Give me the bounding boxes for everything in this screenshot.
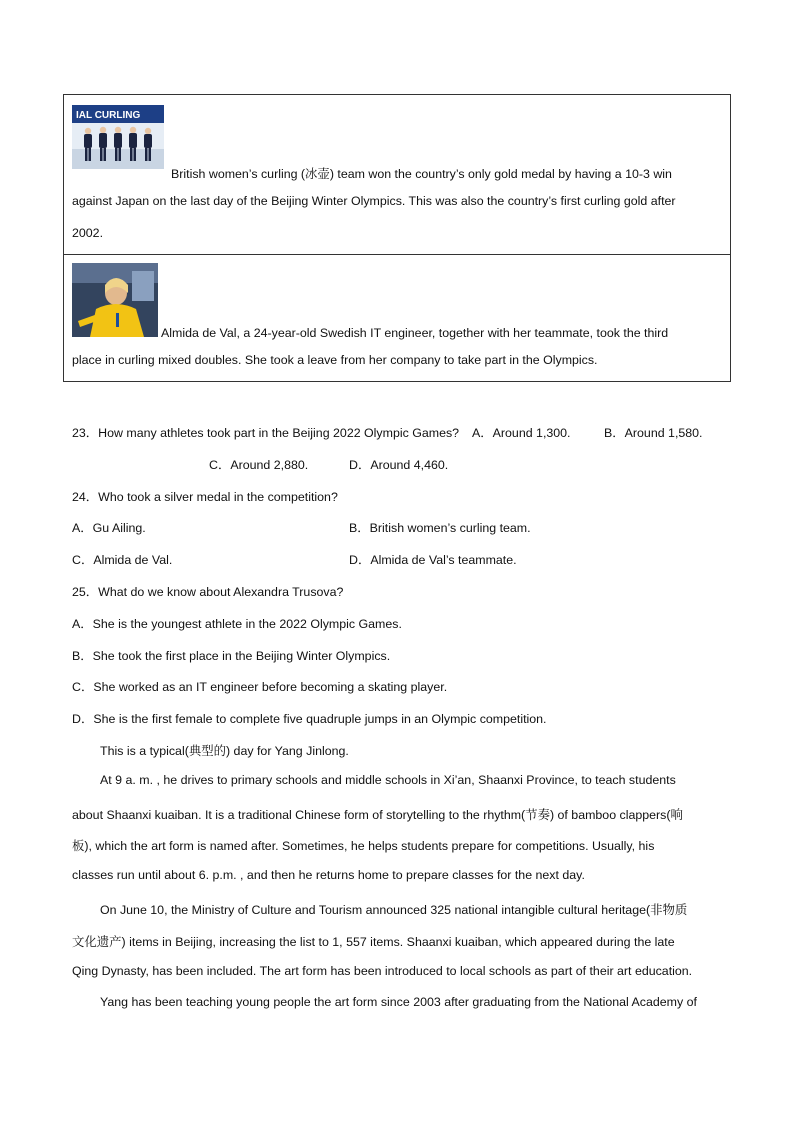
passage-paragraph-2-line-3: 板), which the art form is named after. Sometimes, he helps students prepare for competitions. Usually, his — [72, 839, 655, 853]
question-25-stem: 25．What do we know about Alexandra Trusova? — [72, 585, 344, 599]
question-23-option-a: A．Around 1,300. — [472, 426, 571, 440]
question-25-option-a: A．She is the youngest athlete in the 2022 Olympic Games. — [72, 617, 402, 631]
curling-team-text-line-2: against Japan on the last day of the Beijing Winter Olympics. This was also the country’s first curling gold after — [72, 194, 676, 208]
question-25-option-c: C．She worked as an IT engineer before becoming a skating player. — [72, 680, 448, 694]
photo-banner-text: IAL CURLING — [76, 110, 141, 121]
question-24-option-d: D．Almida de Val’s teammate. — [349, 553, 517, 567]
almida-text-line-2: place in curling mixed doubles. She took a leave from her company to take part in the Olympics. — [72, 353, 598, 367]
passage-paragraph-4-line-1: Yang has been teaching young people the art form since 2003 after graduating from the National Academy of — [100, 995, 697, 1009]
question-23-option-c: C．Around 2,880. — [209, 458, 309, 472]
curling-team-text-line-1: British women’s curling (冰壶) team won the country’s only gold medal by having a 10-3 win — [171, 167, 672, 181]
passage-paragraph-2-line-1: At 9 a. m. , he drives to primary schools and middle schools in Xi’an, Shaanxi Province, to teach students — [100, 773, 676, 787]
passage-paragraph-2-line-4: classes run until about 6. p.m. , and then he returns home to prepare classes for the next day. — [72, 868, 585, 882]
question-25-option-b: B．She took the first place in the Beijing Winter Olympics. — [72, 649, 391, 663]
passage-paragraph-1: This is a typical(典型的) day for Yang Jinlong. — [100, 744, 349, 758]
question-24-option-b: B．British women’s curling team. — [349, 521, 531, 535]
info-table — [63, 94, 731, 382]
passage-paragraph-3-line-2: 文化遗产) items in Beijing, increasing the list to 1, 557 items. Shaanxi kuaiban, which appeared during the late — [72, 935, 675, 949]
question-23-stem: 23．How many athletes took part in the Beijing 2022 Olympic Games? — [72, 426, 460, 440]
passage-paragraph-3-line-1: On June 10, the Ministry of Culture and Tourism announced 325 national intangible cultural heritage(非物质 — [100, 903, 688, 917]
question-24-option-c: C．Almida de Val. — [72, 553, 173, 567]
question-23-option-d: D．Around 4,460. — [349, 458, 449, 472]
question-25-option-d: D．She is the first female to complete five quadruple jumps in an Olympic competition. — [72, 712, 547, 726]
table-row-british-curling — [64, 95, 730, 255]
almida-text-line-1: Almida de Val, a 24-year-old Swedish IT engineer, together with her teammate, took the third — [161, 326, 669, 340]
table-row-almida-de-val — [64, 255, 730, 381]
question-24-option-a: A．Gu Ailing. — [72, 521, 146, 535]
curling-team-photo — [72, 105, 164, 169]
question-23-option-b: B．Around 1,580. — [604, 426, 703, 440]
question-24-stem: 24．Who took a silver medal in the competition? — [72, 490, 338, 504]
passage-paragraph-3-line-3: Qing Dynasty, has been included. The art form has been introduced to local schools as part of their art education. — [72, 964, 693, 978]
curling-team-text-line-3: 2002. — [72, 226, 104, 240]
passage-paragraph-2-line-2: about Shaanxi kuaiban. It is a traditional Chinese form of storytelling to the rhythm(节奏) of bamboo clappers(响 — [72, 808, 683, 822]
almida-de-val-photo — [72, 263, 158, 337]
